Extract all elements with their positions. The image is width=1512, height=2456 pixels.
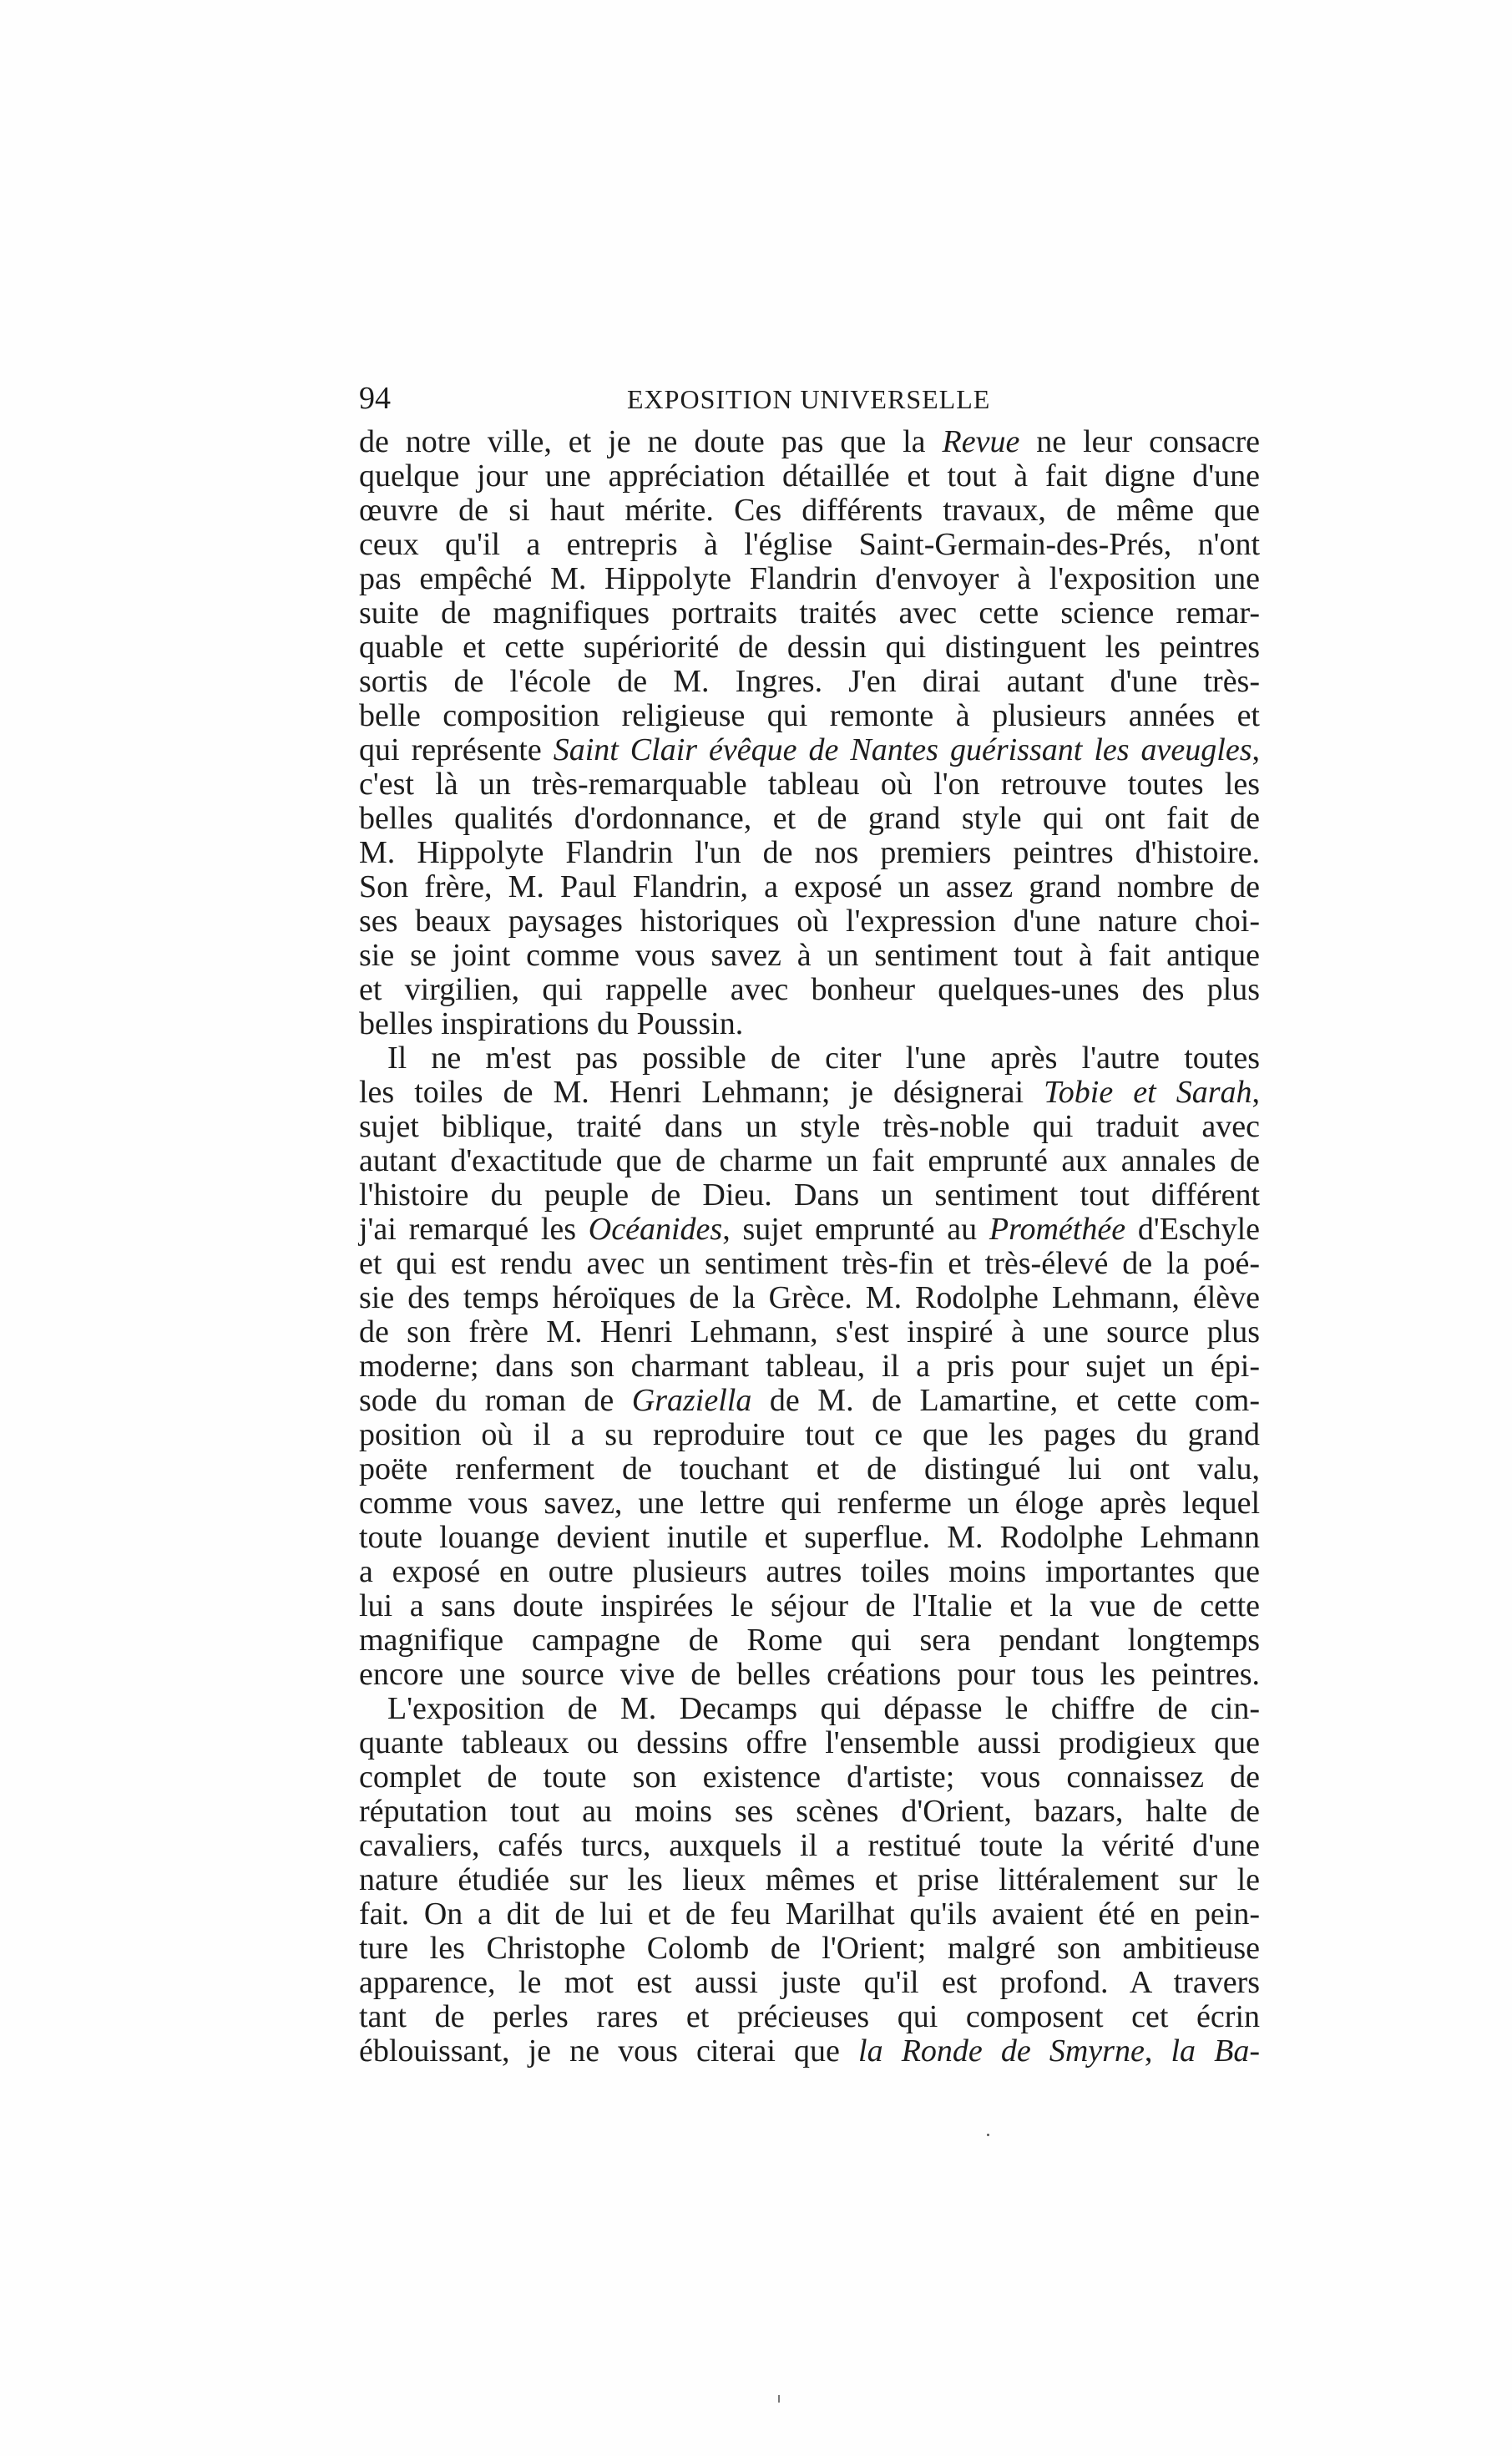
- text-run: sode du roman de: [359, 1383, 632, 1418]
- text-run: a exposé en outre plusieurs autres toiles moins importantes que: [359, 1554, 1260, 1589]
- text-run: ,: [1252, 732, 1260, 767]
- text-run: de notre ville, et je ne doute pas que la: [359, 424, 943, 459]
- text-run: magnifique campagne de Rome qui sera pendant longtemps: [359, 1623, 1260, 1658]
- text-run: quante tableaux ou dessins offre l'ensemble aussi prodigieux que: [359, 1725, 1260, 1760]
- text-run: moderne; dans son charmant tableau, il a pris pour sujet un épi-: [359, 1349, 1260, 1384]
- text-run: comme vous savez, une lettre qui renferme un éloge après lequel: [359, 1486, 1260, 1521]
- text-line: [359, 562, 1260, 596]
- text-line: [359, 630, 1260, 665]
- text-line: [359, 904, 1260, 939]
- text-run: ses beaux paysages historiques où l'expression d'une nature choi-: [359, 904, 1260, 939]
- text-run: sie des temps héroïques de la Grèce. M. Rodolphe Lehmann, élève: [359, 1280, 1260, 1315]
- text-line: [359, 1178, 1260, 1213]
- text-line: [359, 1897, 1260, 1932]
- text-run: Son frère, M. Paul Flandrin, a exposé un assez grand nombre de: [359, 869, 1260, 904]
- italic-text: la Ronde de Smyrne: [858, 2033, 1145, 2069]
- text-line: [359, 1623, 1260, 1658]
- running-title: EXPOSITION UNIVERSELLE: [627, 384, 991, 414]
- text-run: quable et cette supériorité de dessin qui distinguent les peintres: [359, 630, 1260, 665]
- text-line: [359, 1384, 1260, 1418]
- text-run: tant de perles rares et précieuses qui composent cet écrin: [359, 1999, 1260, 2034]
- text-run: ture les Christophe Colomb de l'Orient; malgré son ambitieuse: [359, 1931, 1260, 1966]
- text-run: les toiles de M. Henri Lehmann; je désignerai: [359, 1075, 1044, 1110]
- text-run: ,: [1252, 1075, 1261, 1110]
- paragraph-continues: [359, 1692, 1260, 2069]
- text-line: [359, 1110, 1260, 1144]
- text-run: j'ai remarqué les: [359, 1212, 589, 1247]
- text-run: toute louange devient inutile et superflue. M. Rodolphe Lehmann: [359, 1520, 1260, 1555]
- text-run: nature étudiée sur les lieux mêmes et prise littéralement sur le: [359, 1862, 1260, 1897]
- text-line: [359, 2000, 1260, 2034]
- text-run: belle composition religieuse qui remonte à plusieurs années et: [359, 698, 1260, 733]
- text-line: [359, 1350, 1260, 1384]
- text-line: [359, 1144, 1260, 1178]
- text-run: position où il a su reproduire tout ce que les pages du grand: [359, 1417, 1260, 1452]
- text-run: d'Eschyle: [1125, 1212, 1260, 1247]
- text-line: [359, 1726, 1260, 1760]
- text-run: éblouissant, je ne vous citerai que: [359, 2033, 859, 2069]
- scan-speck: [987, 2134, 989, 2136]
- text-run: ceux qu'il a entrepris à l'église Saint-Germain-des-Prés, n'ont: [359, 527, 1260, 562]
- text-run: M. Hippolyte Flandrin l'un de nos premiers peintres d'histoire.: [359, 835, 1260, 870]
- text-line: [359, 1829, 1260, 1863]
- text-run: fait. On a dit de lui et de feu Marilhat qu'ils avaient été en pein-: [359, 1896, 1260, 1932]
- text-line: [359, 1863, 1260, 1897]
- text-line: [359, 1521, 1260, 1555]
- text-run: qui représente: [359, 732, 554, 767]
- text-line: [359, 1795, 1260, 1829]
- text-line: [359, 1452, 1260, 1486]
- text-run: apparence, le mot est aussi juste qu'il est profond. A travers: [359, 1965, 1260, 2000]
- text-line: [359, 1007, 1260, 1041]
- text-run: et qui est rendu avec un sentiment très-fin et très-élevé de la poé-: [359, 1246, 1260, 1281]
- text-line: [359, 836, 1260, 870]
- text-line: [359, 699, 1260, 733]
- text-line: [359, 1213, 1260, 1247]
- text-run: complet de toute son existence d'artiste; vous connaissez de: [359, 1760, 1260, 1795]
- text-run: , sujet emprunté au: [722, 1212, 989, 1247]
- text-run: c'est là un très-remarquable tableau où l'on retrouve toutes les: [359, 767, 1260, 802]
- text-run: encore une source vive de belles créations pour tous les peintres.: [359, 1657, 1260, 1692]
- text-run: œuvre de si haut mérite. Ces différents travaux, de même que: [359, 493, 1260, 528]
- text-run: belles inspirations du Poussin.: [359, 1006, 744, 1041]
- text-run: l'histoire du peuple de Dieu. Dans un sentiment tout différent: [359, 1177, 1260, 1213]
- text-line: [359, 1247, 1260, 1281]
- text-line: [359, 1315, 1260, 1350]
- page-number: 94: [359, 381, 391, 416]
- paragraph-continued: [359, 425, 1260, 1041]
- text-line: [359, 1692, 1260, 1726]
- text-run: de M. de Lamartine, et cette com-: [751, 1383, 1260, 1418]
- text-run: pas empêché M. Hippolyte Flandrin d'envoyer à l'exposition une: [359, 561, 1260, 596]
- text-line: [359, 870, 1260, 904]
- text-line: [359, 1076, 1260, 1110]
- italic-text: Océanides: [588, 1212, 723, 1247]
- paragraph: [359, 1041, 1260, 1692]
- text-line: [359, 1281, 1260, 1315]
- text-line: [359, 1589, 1260, 1623]
- text-run: ,: [1144, 2033, 1171, 2069]
- text-run: ne leur consacre: [1019, 424, 1260, 459]
- italic-text: Tobie et Sarah: [1044, 1075, 1252, 1110]
- text-line: [359, 596, 1260, 630]
- text-line: [359, 767, 1260, 802]
- text-run: et virgilien, qui rappelle avec bonheur quelques-unes des plus: [359, 972, 1260, 1007]
- text-run: belles qualités d'ordonnance, et de grand style qui ont fait de: [359, 801, 1260, 836]
- italic-text: Revue: [942, 424, 1020, 459]
- text-line: [359, 494, 1260, 528]
- italic-text: la Ba-: [1171, 2033, 1261, 2069]
- text-line: [359, 1555, 1260, 1589]
- text-run: sortis de l'école de M. Ingres. J'en dirai autant d'une très-: [359, 664, 1260, 699]
- text-line: [359, 733, 1260, 767]
- text-line: [359, 425, 1260, 459]
- scan-speck: [778, 2395, 780, 2403]
- text-run: cavaliers, cafés turcs, auxquels il a restitué toute la vérité d'une: [359, 1828, 1260, 1863]
- text-line: [359, 528, 1260, 562]
- text-run: quelque jour une appréciation détaillée et tout à fait digne d'une: [359, 458, 1260, 494]
- text-line: [359, 1486, 1260, 1521]
- text-line: [359, 665, 1260, 699]
- text-run: Il ne m'est pas possible de citer l'une après l'autre toutes: [387, 1041, 1260, 1076]
- body-text: [359, 425, 1260, 2069]
- text-run: sujet biblique, traité dans un style très-noble qui traduit avec: [359, 1109, 1260, 1144]
- text-run: sie se joint comme vous savez à un sentiment tout à fait antique: [359, 938, 1260, 973]
- italic-text: Saint Clair évêque de Nantes guérissant les aveugles: [553, 732, 1252, 767]
- running-head: [359, 380, 1260, 417]
- text-line: [359, 459, 1260, 494]
- text-line: [359, 973, 1260, 1007]
- text-run: de son frère M. Henri Lehmann, s'est inspiré à une source plus: [359, 1314, 1260, 1350]
- text-line: [359, 1966, 1260, 2000]
- text-line: [359, 1760, 1260, 1795]
- text-run: autant d'exactitude que de charme un fait emprunté aux annales de: [359, 1143, 1260, 1178]
- text-run: poëte renferment de touchant et de distingué lui ont valu,: [359, 1451, 1260, 1486]
- text-line: [359, 1932, 1260, 1966]
- italic-text: Graziella: [631, 1383, 752, 1418]
- text-line: [359, 1041, 1260, 1076]
- text-line: [359, 802, 1260, 836]
- text-line: [359, 1658, 1260, 1692]
- text-line: [359, 2034, 1260, 2069]
- text-run: lui a sans doute inspirées le séjour de l'Italie et la vue de cette: [359, 1588, 1260, 1623]
- text-line: [359, 939, 1260, 973]
- text-run: L'exposition de M. Decamps qui dépasse le chiffre de cin-: [387, 1691, 1260, 1726]
- text-run: réputation tout au moins ses scènes d'Orient, bazars, halte de: [359, 1794, 1260, 1829]
- text-run: suite de magnifiques portraits traités avec cette science remar-: [359, 595, 1260, 630]
- text-line: [359, 1418, 1260, 1452]
- italic-text: Prométhée: [989, 1212, 1126, 1247]
